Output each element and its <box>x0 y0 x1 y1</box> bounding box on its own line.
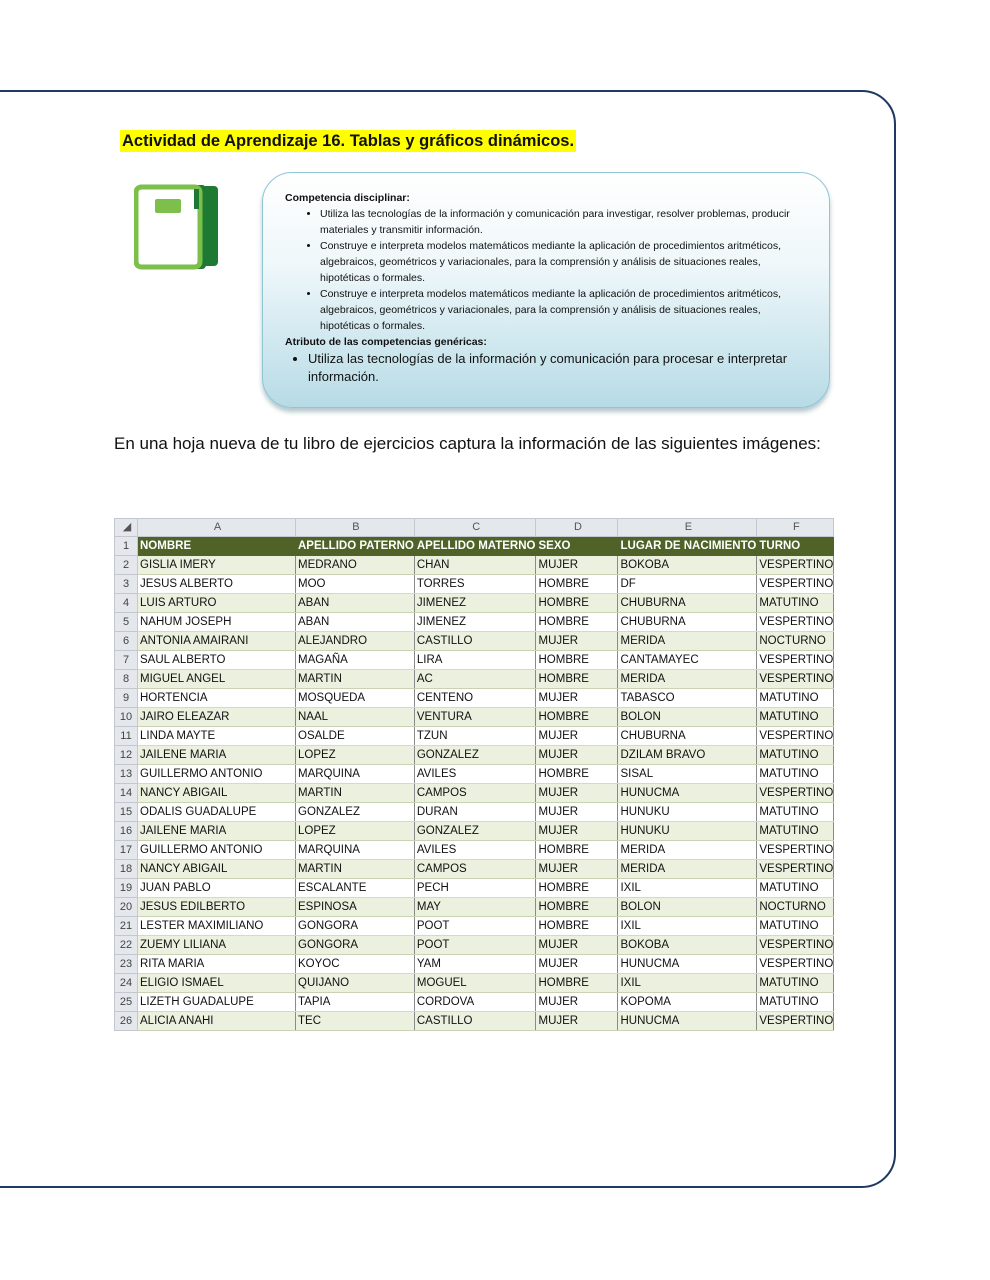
column-header-nombre: NOMBRE <box>138 537 296 556</box>
table-cell: BOKOBA <box>618 556 757 575</box>
row-number: 23 <box>115 955 138 974</box>
table-row <box>115 556 834 575</box>
row-number: 3 <box>115 575 138 594</box>
table-cell: VESPERTINO <box>757 936 834 955</box>
table-cell: MUJER <box>536 784 618 803</box>
table-cell: HOMBRE <box>536 879 618 898</box>
table-cell: JESUS EDILBERTO <box>138 898 296 917</box>
table-cell: HOMBRE <box>536 575 618 594</box>
table-cell: NANCY ABIGAIL <box>138 860 296 879</box>
row-number: 26 <box>115 1012 138 1031</box>
table-cell: BOLON <box>618 708 757 727</box>
table-cell: QUIJANO <box>296 974 415 993</box>
row-number: 13 <box>115 765 138 784</box>
table-cell: VENTURA <box>414 708 536 727</box>
table-cell: DZILAM BRAVO <box>618 746 757 765</box>
column-letter: B <box>296 519 415 537</box>
row-number: 6 <box>115 632 138 651</box>
row-number: 2 <box>115 556 138 575</box>
table-cell: MERIDA <box>618 860 757 879</box>
table-cell: LIRA <box>414 651 536 670</box>
table-cell: ESPINOSA <box>296 898 415 917</box>
select-all-corner: ◢ <box>115 519 138 537</box>
disciplinary-heading: Competencia disciplinar: <box>285 192 410 204</box>
table-cell: MUJER <box>536 556 618 575</box>
table-cell: HORTENCIA <box>138 689 296 708</box>
table-cell: MERIDA <box>618 670 757 689</box>
table-cell: ELIGIO ISMAEL <box>138 974 296 993</box>
row-number: 1 <box>115 537 138 556</box>
table-row <box>115 670 834 689</box>
table-cell: VESPERTINO <box>757 613 834 632</box>
table-row <box>115 613 834 632</box>
table-cell: IXIL <box>618 879 757 898</box>
table-row <box>115 765 834 784</box>
table-cell: YAM <box>414 955 536 974</box>
table-cell: GUILLERMO ANTONIO <box>138 841 296 860</box>
table-cell: MARTIN <box>296 670 415 689</box>
table-cell: MUJER <box>536 1012 618 1031</box>
table-cell: IXIL <box>618 917 757 936</box>
table-cell: KOYOC <box>296 955 415 974</box>
table-row <box>115 974 834 993</box>
column-letter: D <box>536 519 618 537</box>
row-number: 22 <box>115 936 138 955</box>
table-cell: JAILENE MARIA <box>138 746 296 765</box>
table-cell: HUNUCMA <box>618 955 757 974</box>
table-cell: NOCTURNO <box>757 898 834 917</box>
row-number: 20 <box>115 898 138 917</box>
table-row <box>115 879 834 898</box>
table-cell: HOMBRE <box>536 594 618 613</box>
table-cell: MAGAÑA <box>296 651 415 670</box>
table-cell: CHUBURNA <box>618 613 757 632</box>
generic-item: • Utiliza las tecnologías de la información y comunicación para procesar e interpretar información. <box>308 350 807 386</box>
table-row <box>115 822 834 841</box>
row-number: 12 <box>115 746 138 765</box>
table-cell: KOPOMA <box>618 993 757 1012</box>
table-row <box>115 993 834 1012</box>
table-row <box>115 708 834 727</box>
table-row <box>115 955 834 974</box>
row-number: 19 <box>115 879 138 898</box>
table-cell: HUNUCMA <box>618 1012 757 1031</box>
table-cell: NANCY ABIGAIL <box>138 784 296 803</box>
table-row <box>115 632 834 651</box>
table-cell: BOKOBA <box>618 936 757 955</box>
table-cell: MOSQUEDA <box>296 689 415 708</box>
table-row <box>115 689 834 708</box>
table-cell: JAILENE MARIA <box>138 822 296 841</box>
table-cell: SISAL <box>618 765 757 784</box>
table-cell: ABAN <box>296 594 415 613</box>
spreadsheet-image <box>114 518 834 1031</box>
table-cell: MOO <box>296 575 415 594</box>
table-cell: CAMPOS <box>414 784 536 803</box>
row-number: 21 <box>115 917 138 936</box>
table-cell: MATUTINO <box>757 879 834 898</box>
table-cell: MARQUINA <box>296 841 415 860</box>
table-row <box>115 803 834 822</box>
disciplinary-item: • Construye e interpreta modelos matemáticos mediante la aplicación de procedimientos aritméticos, algebraicos, geométricos y variacionales, para la comprensión y análisis de situaciones reales, hipotéticas o formales. <box>320 286 807 334</box>
column-letter: F <box>757 519 834 537</box>
table-cell: GONZALEZ <box>414 822 536 841</box>
table-row <box>115 651 834 670</box>
table-cell: NAAL <box>296 708 415 727</box>
disciplinary-item: • Construye e interpreta modelos matemáticos mediante la aplicación de procedimientos aritméticos, algebraicos, geométricos y variacionales, para la comprensión y análisis de situaciones reales, hipotéticas o formales. <box>320 238 807 286</box>
table-cell: POOT <box>414 917 536 936</box>
column-letter: E <box>618 519 757 537</box>
table-cell: HOMBRE <box>536 974 618 993</box>
table-row <box>115 860 834 879</box>
table-cell: GONGORA <box>296 917 415 936</box>
table-cell: ZUEMY LILIANA <box>138 936 296 955</box>
row-number: 18 <box>115 860 138 879</box>
row-number: 10 <box>115 708 138 727</box>
table-cell: MUJER <box>536 727 618 746</box>
table-cell: TZUN <box>414 727 536 746</box>
table-cell: MATUTINO <box>757 594 834 613</box>
table-cell: MUJER <box>536 746 618 765</box>
table-cell: PECH <box>414 879 536 898</box>
table-cell: NAHUM JOSEPH <box>138 613 296 632</box>
disciplinary-item: • Utiliza las tecnologías de la información y comunicación para investigar, resolver problemas, producir materiales y transmitir información. <box>320 206 807 238</box>
table-cell: MUJER <box>536 632 618 651</box>
table-cell: MATUTINO <box>757 708 834 727</box>
table-row <box>115 841 834 860</box>
table-cell: HOMBRE <box>536 898 618 917</box>
table-cell: GUILLERMO ANTONIO <box>138 765 296 784</box>
table-cell: HOMBRE <box>536 841 618 860</box>
table-row <box>115 917 834 936</box>
activity-title: Actividad de Aprendizaje 16. Tablas y gráficos dinámicos. <box>122 132 575 150</box>
table-cell: MATUTINO <box>757 689 834 708</box>
table-row <box>115 594 834 613</box>
table-cell: TAPIA <box>296 993 415 1012</box>
table-cell: MIGUEL ANGEL <box>138 670 296 689</box>
table-cell: VESPERTINO <box>757 575 834 594</box>
table-cell: TABASCO <box>618 689 757 708</box>
table-cell: LOPEZ <box>296 822 415 841</box>
row-number: 16 <box>115 822 138 841</box>
column-header-apellido-paterno: APELLIDO PATERNO <box>296 537 415 556</box>
table-cell: MATUTINO <box>757 917 834 936</box>
table-cell: MUJER <box>536 860 618 879</box>
row-number: 25 <box>115 993 138 1012</box>
table-cell: LINDA MAYTE <box>138 727 296 746</box>
table-cell: MARQUINA <box>296 765 415 784</box>
table-cell: ALICIA ANAHI <box>138 1012 296 1031</box>
table-cell: GONZALEZ <box>414 746 536 765</box>
row-number: 7 <box>115 651 138 670</box>
table-cell: VESPERTINO <box>757 1012 834 1031</box>
table-row <box>115 727 834 746</box>
table-cell: AVILES <box>414 841 536 860</box>
table-cell: GONZALEZ <box>296 803 415 822</box>
table-cell: JESUS ALBERTO <box>138 575 296 594</box>
table-cell: CENTENO <box>414 689 536 708</box>
table-cell: MUJER <box>536 822 618 841</box>
table-cell: POOT <box>414 936 536 955</box>
table-cell: LOPEZ <box>296 746 415 765</box>
table-cell: JUAN PABLO <box>138 879 296 898</box>
table-cell: OSALDE <box>296 727 415 746</box>
table-row <box>115 936 834 955</box>
table-cell: CAMPOS <box>414 860 536 879</box>
table-cell: MATUTINO <box>757 993 834 1012</box>
column-header-apellido-materno: APELLIDO MATERNO <box>414 537 536 556</box>
column-header-sexo: SEXO <box>536 537 618 556</box>
table-cell: VESPERTINO <box>757 727 834 746</box>
generic-heading: Atributo de las competencias genéricas: <box>285 336 487 348</box>
table-cell: MERIDA <box>618 841 757 860</box>
table-cell: CHUBURNA <box>618 594 757 613</box>
table-cell: HUNUKU <box>618 822 757 841</box>
table-cell: VESPERTINO <box>757 841 834 860</box>
row-number: 4 <box>115 594 138 613</box>
table-cell: MATUTINO <box>757 765 834 784</box>
table-row <box>115 575 834 594</box>
table-cell: BOLON <box>618 898 757 917</box>
table-cell: MUJER <box>536 955 618 974</box>
table-row <box>115 1012 834 1031</box>
table-cell: DURAN <box>414 803 536 822</box>
column-letter: C <box>414 519 536 537</box>
table-cell: HOMBRE <box>536 917 618 936</box>
column-letter-row <box>115 519 834 537</box>
table-cell: TEC <box>296 1012 415 1031</box>
row-number: 14 <box>115 784 138 803</box>
row-number: 17 <box>115 841 138 860</box>
table-cell: ODALIS GUADALUPE <box>138 803 296 822</box>
table-cell: CASTILLO <box>414 632 536 651</box>
notebook-icon <box>134 183 220 271</box>
table-cell: DF <box>618 575 757 594</box>
column-header-turno: TURNO <box>757 537 834 556</box>
table-cell: MUJER <box>536 803 618 822</box>
header-row <box>115 537 834 556</box>
table-cell: LESTER MAXIMILIANO <box>138 917 296 936</box>
table-cell: MARTIN <box>296 784 415 803</box>
table-cell: NOCTURNO <box>757 632 834 651</box>
table-cell: MOGUEL <box>414 974 536 993</box>
table-cell: LUIS ARTURO <box>138 594 296 613</box>
disciplinary-list <box>285 206 807 334</box>
row-number: 11 <box>115 727 138 746</box>
table-cell: CHUBURNA <box>618 727 757 746</box>
table-cell: CANTAMAYEC <box>618 651 757 670</box>
row-number: 8 <box>115 670 138 689</box>
table-cell: VESPERTINO <box>757 556 834 575</box>
table-cell: MATUTINO <box>757 803 834 822</box>
table-cell: MEDRANO <box>296 556 415 575</box>
table-cell: MATUTINO <box>757 822 834 841</box>
table-cell: AVILES <box>414 765 536 784</box>
table-cell: AC <box>414 670 536 689</box>
table-cell: MERIDA <box>618 632 757 651</box>
table-cell: ABAN <box>296 613 415 632</box>
table-cell: CORDOVA <box>414 993 536 1012</box>
table-cell: ESCALANTE <box>296 879 415 898</box>
table-cell: IXIL <box>618 974 757 993</box>
column-letter: A <box>138 519 296 537</box>
table-cell: CASTILLO <box>414 1012 536 1031</box>
table-cell: ANTONIA AMAIRANI <box>138 632 296 651</box>
table-cell: RITA MARIA <box>138 955 296 974</box>
table-cell: HOMBRE <box>536 708 618 727</box>
table-cell: VESPERTINO <box>757 955 834 974</box>
table-cell: CHAN <box>414 556 536 575</box>
table-cell: MARTIN <box>296 860 415 879</box>
table-row <box>115 784 834 803</box>
column-header-lugar: LUGAR DE NACIMIENTO <box>618 537 757 556</box>
table-cell: VESPERTINO <box>757 784 834 803</box>
table-cell: MUJER <box>536 689 618 708</box>
competency-panel <box>262 172 830 408</box>
table-cell: VESPERTINO <box>757 860 834 879</box>
table-row <box>115 898 834 917</box>
table-cell: MUJER <box>536 936 618 955</box>
table-cell: GONGORA <box>296 936 415 955</box>
table-cell: JIMENEZ <box>414 594 536 613</box>
table-cell: MAY <box>414 898 536 917</box>
instructions-text: En una hoja nueva de tu libro de ejercicios captura la información de las siguientes imágenes: <box>114 434 821 453</box>
table-cell: HOMBRE <box>536 613 618 632</box>
row-number: 5 <box>115 613 138 632</box>
generic-list <box>285 350 807 386</box>
table-cell: MATUTINO <box>757 974 834 993</box>
row-number: 15 <box>115 803 138 822</box>
row-number: 9 <box>115 689 138 708</box>
table-cell: HUNUCMA <box>618 784 757 803</box>
table-cell: SAUL ALBERTO <box>138 651 296 670</box>
table-cell: MUJER <box>536 993 618 1012</box>
table-cell: VESPERTINO <box>757 670 834 689</box>
table-cell: ALEJANDRO <box>296 632 415 651</box>
table-cell: HUNUKU <box>618 803 757 822</box>
table-cell: TORRES <box>414 575 536 594</box>
table-cell: JAIRO ELEAZAR <box>138 708 296 727</box>
table-cell: LIZETH GUADALUPE <box>138 993 296 1012</box>
table-cell: HOMBRE <box>536 670 618 689</box>
row-number: 24 <box>115 974 138 993</box>
table-cell: MATUTINO <box>757 746 834 765</box>
table-cell: GISLIA IMERY <box>138 556 296 575</box>
table-cell: JIMENEZ <box>414 613 536 632</box>
table-cell: HOMBRE <box>536 765 618 784</box>
table-cell: VESPERTINO <box>757 651 834 670</box>
table-cell: HOMBRE <box>536 651 618 670</box>
table-row <box>115 746 834 765</box>
